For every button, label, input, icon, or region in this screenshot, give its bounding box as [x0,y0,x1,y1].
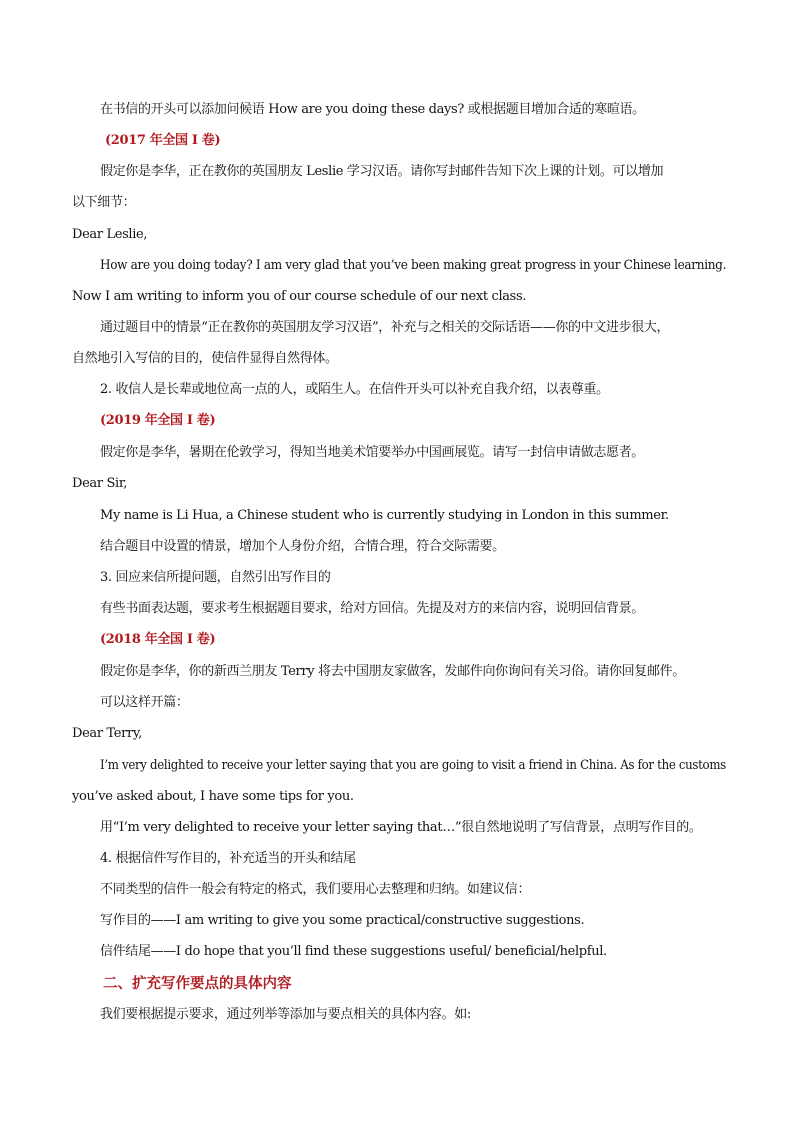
source-label-2018: (2018 年全国 I 卷) [100,632,216,647]
section-intro: 我们要根据提示要求，通过列举等添加与要点相关的具体内容。如: [100,1007,471,1022]
point-2-heading: 2. 收信人是长辈或地位高一点的人，或陌生人。在信件开头可以补充自我介绍，以表尊重。 [100,382,609,397]
analysis-2017-line1: 通过题目中的情景“正在教你的英国朋友学习汉语”，补充与之相关的交际话语——你的中文进步很大， [100,320,670,335]
letter-salutation-leslie: Dear Leslie, [72,227,148,242]
source-label-2019: (2019 年全国 I 卷) [100,413,216,428]
paragraph-greeting-tip: 在书信的开头可以添加问候语 How are you doing these days? 或根据题目增加合适的寒暄语。 [100,102,645,117]
prompt-2019: 假定你是李华，暑期在伦敦学习，得知当地美术馆要举办中国画展览。请写一封信申请做志愿者。 [100,445,644,460]
source-label-2017: (2017 年全国 I 卷) [105,133,221,148]
letter-terry-line2: you’ve asked about, I have some tips for you. [72,789,354,804]
prompt-2017-line2: 以下细节： [72,195,136,210]
letter-salutation-sir: Dear Sir, [72,476,128,491]
closing-example: 信件结尾——I do hope that you’ll find these suggestions useful/ beneficial/helpful. [100,944,607,959]
point-3-description: 有些书面表达题，要求考生根据题目要求，给对方回信。先提及对方的来信内容，说明回信背景。 [100,601,644,616]
point-4-heading: 4. 根据信件写作目的，补充适当的开头和结尾 [100,851,356,866]
letter-salutation-terry: Dear Terry, [72,726,142,741]
letter-terry-line1: I’m very delighted to receive your letter saying that you are going to visit a friend in China. As for the customs [100,758,726,773]
prompt-2017-line1: 假定你是李华，正在教你的英国朋友 Leslie 学习汉语。请你写封邮件告知下次上课的计划。可以增加 [100,164,664,179]
analysis-2017-line2: 自然地引入写信的目的，使信件显得自然得体。 [72,351,338,366]
letter-leslie-line1: How are you doing today? I am very glad that you’ve been making great progress in your Chinese learning. [100,258,727,273]
analysis-2019: 结合题目中设置的情景，增加个人身份介绍，合情合理，符合交际需要。 [100,539,505,554]
point-3-heading: 3. 回应来信所提问题，自然引出写作目的 [100,570,331,585]
purpose-example: 写作目的——I am writing to give you some practical/constructive suggestions. [100,913,585,928]
point-4-description: 不同类型的信件一般会有特定的格式，我们要用心去整理和归纳。如建议信： [100,882,531,897]
prompt-2018-opening: 可以这样开篇： [100,695,189,710]
section-heading-expand-points: 二、扩充写作要点的具体内容 [103,975,292,992]
letter-sir-line1: My name is Li Hua, a Chinese student who is currently studying in London in this summer. [100,508,669,523]
letter-leslie-line2: Now I am writing to inform you of our course schedule of our next class. [72,289,527,304]
prompt-2018: 假定你是李华，你的新西兰朋友 Terry 将去中国朋友家做客，发邮件向你询问有关习俗。请你回复邮件。 [100,664,685,679]
analysis-2018: 用“I’m very delighted to receive your letter saying that…”很自然地说明了写信背景，点明写作目的。 [100,820,702,835]
